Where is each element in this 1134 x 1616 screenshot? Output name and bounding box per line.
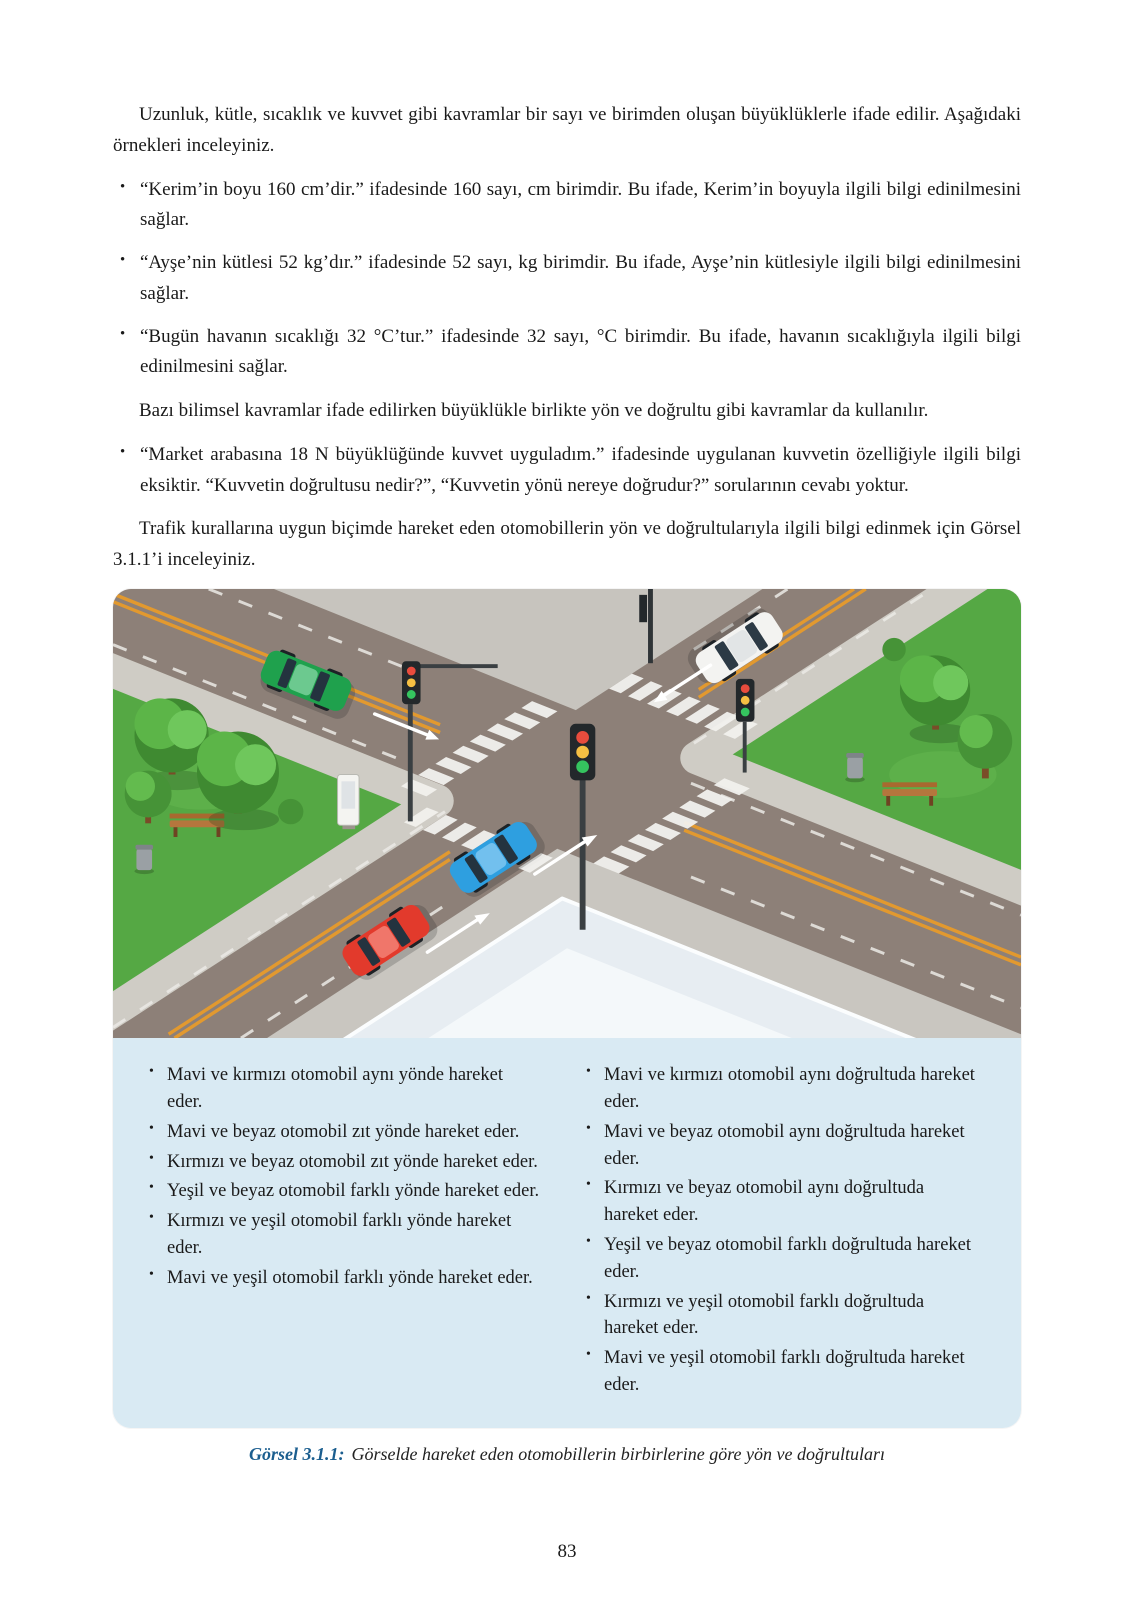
direction-list-right — [580, 1062, 979, 1402]
figure-list-item: • Mavi ve yeşil otomobil farklı doğrultuda hareket eder. — [580, 1345, 979, 1399]
figure-list-item: • Mavi ve kırmızı otomobil aynı doğrultuda hareket eder. — [580, 1062, 979, 1116]
intro-paragraph: Uzunluk, kütle, sıcaklık ve kuvvet gibi kavramlar bir sayı ve birimden oluşan büyüklüklerle ifade edilir. Aşağıdaki örnekleri inceleyiniz. — [113, 104, 1021, 156]
figure-intro-paragraph: Trafik kurallarına uygun biçimde hareket eden otomobillerin yön ve doğrultularıyla ilgili bilgi edinmek için Görsel 3.1.1’i inceleyiniz. — [113, 518, 1021, 571]
figure-list-item: • Yeşil ve beyaz otomobil farklı yönde hareket eder. — [143, 1178, 542, 1205]
figure-list-item: • Yeşil ve beyaz otomobil farklı doğrultuda hareket eder. — [580, 1232, 979, 1286]
figure-list-item: • Kırmızı ve yeşil otomobil farklı doğrultuda hareket eder. — [580, 1289, 979, 1343]
bush-icon — [278, 799, 303, 824]
list-item: • “Bugün havanın sıcaklığı 32 °C’tur.” ifadesinde 32 sayı, °C birimdir. Bu ifade, havanın sıcaklığıyla ilgili bilgi edinilmesini sağlar. — [113, 322, 1021, 384]
examples-list — [113, 175, 1021, 384]
trash-can-icon — [134, 845, 154, 874]
figure-list-item: • Kırmızı ve beyaz otomobil zıt yönde hareket eder. — [143, 1149, 542, 1176]
list-item: • “Ayşe’nin kütlesi 52 kg’dır.” ifadesinde 52 sayı, kg birimdir. Bu ifade, Ayşe’nin kütlesiyle ilgili bilgi edinilmesini sağlar. — [113, 248, 1021, 310]
figure-list-item: • Kırmızı ve yeşil otomobil farklı yönde hareket eder. — [143, 1208, 542, 1262]
signboard-icon — [338, 774, 359, 829]
trash-can-icon — [845, 753, 865, 782]
traffic-intersection-illustration — [113, 589, 1021, 1038]
figure-notes-panel — [113, 1038, 1021, 1428]
figure-caption-label: Görsel 3.1.1: — [248, 1443, 345, 1464]
figure-caption-text: Görselde hareket eden otomobillerin birbirlerine göre yön ve doğrultuları — [351, 1443, 886, 1464]
intersection-scene — [113, 589, 1021, 1038]
list-item: • “Kerim’in boyu 160 cm’dir.” ifadesinde 160 sayı, cm birimdir. Bu ifade, Kerim’in boyuyla ilgili bilgi edinilmesini sağlar. — [113, 175, 1021, 237]
figure-list-item: • Mavi ve beyaz otomobil zıt yönde hareket eder. — [143, 1119, 542, 1146]
bush-icon — [882, 638, 905, 661]
figure-list-item: • Mavi ve yeşil otomobil farklı yönde hareket eder. — [143, 1265, 542, 1292]
direction-paragraph: Bazı bilimsel kavramlar ifade edilirken büyüklükle birlikte yön ve doğrultu gibi kavramlar da kullanılır. — [139, 400, 929, 422]
force-example-list — [113, 440, 1021, 502]
list-item: • “Market arabasına 18 N büyüklüğünde kuvvet uyguladım.” ifadesinde uygulanan kuvvetin özelliğiyle ilgili bilgi eksiktir. “Kuvvetin doğrultusu nedir?”, “Kuvvetin yönü nereye doğrudur?” sorularının cevabı yoktur. — [113, 440, 1021, 502]
figure-list-item: • Mavi ve kırmızı otomobil aynı yönde hareket eder. — [143, 1062, 542, 1116]
direction-list-left — [143, 1062, 542, 1402]
figure-caption — [113, 1442, 1021, 1467]
figure-list-item: • Kırmızı ve beyaz otomobil aynı doğrultuda hareket eder. — [580, 1175, 979, 1229]
page-number: 83 — [557, 1541, 577, 1563]
figure-list-item: • Mavi ve beyaz otomobil aynı doğrultuda hareket eder. — [580, 1119, 979, 1173]
figure-3-1-1 — [113, 589, 1021, 1428]
